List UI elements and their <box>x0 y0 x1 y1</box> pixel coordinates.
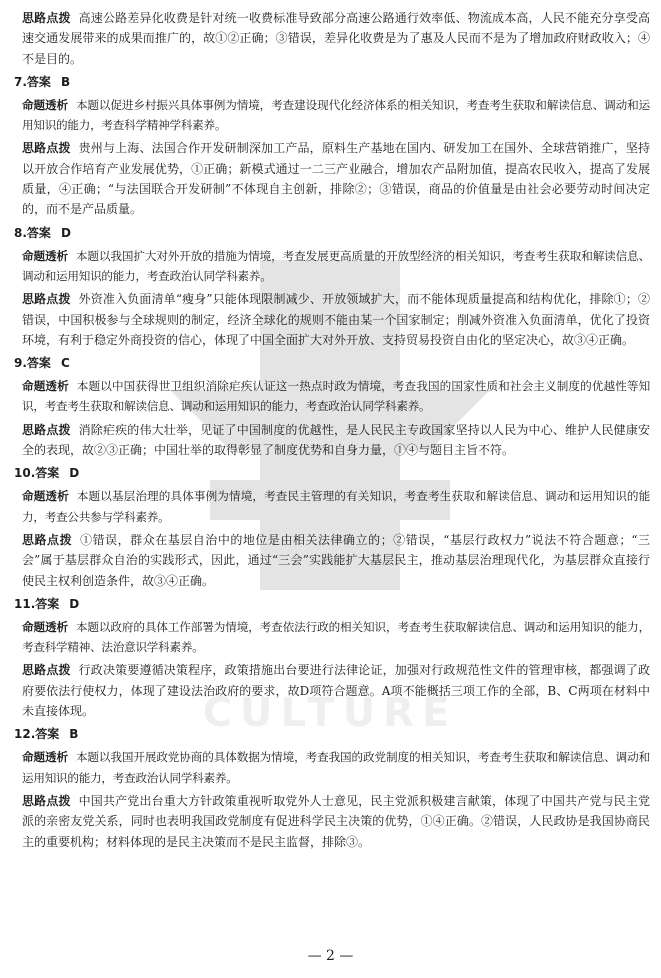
tips-label: 思路点拨 <box>22 793 71 808</box>
intent-text: 本题以中国获得世卫组织消除疟疾认证这一热点时政为情境，考查我国的国家性质和社会主义制度的优越性等知识，考查考生获取和解读信息、调动和运用知识的能力，考查政治认同学科素养。 <box>22 379 650 414</box>
answer-label: 答案 <box>26 74 51 89</box>
answer-label: 答案 <box>26 225 51 240</box>
tips-label: 思路点拨 <box>22 141 71 156</box>
intent-label: 命题透析 <box>22 379 69 394</box>
question-number: 12. <box>14 727 36 742</box>
question-number: 11. <box>14 596 36 611</box>
intent-text: 本题以政府的具体工作部署为情境，考查依法行政的相关知识，考查考生获取解读信息、调动和运用知识的能力，考查科学精神、法治意识学科素养。 <box>22 619 650 655</box>
tips-paragraph <box>14 289 650 350</box>
intent-text: 本题以我国扩大对外开放的措施为情境，考查发展更高质量的开放型经济的相关知识，考查考生获取和解读信息、调动和运用知识的能力，考查政治认同学科素养。 <box>22 248 650 283</box>
answer-label: 答案 <box>26 356 51 371</box>
intent-text: 本题以促进乡村振兴具体事例为情境，考查建设现代化经济体系的相关知识，考查考生获取和解读信息、调动和运用知识的能力，考查科学精神学科素养。 <box>22 97 650 133</box>
intent-paragraph <box>14 747 650 788</box>
tips-label: 思路点拨 <box>22 422 71 437</box>
intent-label: 命题透析 <box>22 248 68 263</box>
tips-text: 消除疟疾的伟大壮举，见证了中国制度的优越性，是人民民主专政国家坚持以人民为中心、维护人民健康安全的表现，故②③正确；中国壮举的取得彰显了制度优势和自身力量，①④与题目主旨不符。 <box>22 422 650 458</box>
tips-paragraph <box>14 791 650 852</box>
question-block <box>14 223 650 350</box>
tips-paragraph <box>14 530 650 591</box>
answer-value: B <box>69 727 79 742</box>
intent-paragraph <box>14 486 650 527</box>
tips-label: 思路点拨 <box>22 292 71 307</box>
answer-heading <box>14 724 650 744</box>
answer-heading <box>14 353 650 373</box>
answer-heading <box>14 72 650 92</box>
question-block <box>14 463 650 590</box>
intent-text: 本题以我国开展政党协商的具体数据为情境，考查我国的政党制度的相关知识，考查考生获取和解读信息、调动和运用知识的能力，考查政治认同学科素养。 <box>22 750 650 785</box>
answer-label: 答案 <box>35 596 60 611</box>
answer-heading <box>14 223 650 243</box>
tips-label: 思路点拨 <box>22 532 73 547</box>
question-block <box>14 594 650 721</box>
question-block <box>14 724 650 851</box>
tips-text: 外资准入负面清单“瘦身”只能体现限制减少、开放领域扩大，而不能体现质量提高和结构优化，排除①；②错误，中国积极参与全球规则的制定，经济全球化的规则不能由某一个国家制定；削减外资准入负面清单，优化了投资环境，有利于稳定外商投资的信心，体现了中国全面扩大对外开放、支持贸易投资自由化的坚定决心，故③④正确。 <box>22 292 650 347</box>
answer-value: C <box>60 356 70 371</box>
tips-label: 思路点拨 <box>22 663 71 678</box>
question-number: 10. <box>14 466 36 481</box>
answer-value: D <box>60 225 71 240</box>
tips-paragraph <box>14 660 650 721</box>
tips-text: 贵州与上海、法国合作开发研制深加工产品，原料生产基地在国内、研发加工在国外、全球营销推广，坚持以开放合作培育产业发展优势，①正确；新模式通过一二三产业融合，增加农产品附加值，提高农民收入，提高了发展质量，④正确；“与法国联合开发研制”不体现自主创新，排除②；③错误，商品的价值量是由社会必要劳动时间决定的，而不是产品质量。 <box>22 141 650 217</box>
page-number: — 2 — <box>307 948 354 964</box>
answer-label: 答案 <box>35 727 60 742</box>
answer-value: B <box>60 74 71 89</box>
intent-text: 本题以基层治理的具体事例为情境，考查民主管理的有关知识，考查考生获取和解读信息、调动和运用知识的能力，考查公共参与学科素养。 <box>22 489 650 524</box>
intent-label: 命题透析 <box>22 489 69 504</box>
intent-label: 命题透析 <box>22 97 68 112</box>
tips-label: 思路点拨 <box>22 11 71 25</box>
answer-heading <box>14 463 650 483</box>
tips-paragraph <box>14 138 650 219</box>
question-number: 7. <box>14 74 27 89</box>
intent-label: 命题透析 <box>22 750 68 765</box>
question-block <box>14 72 650 220</box>
answer-value: D <box>69 466 80 481</box>
question-number: 8. <box>14 225 27 240</box>
intent-paragraph <box>14 95 650 136</box>
intent-paragraph <box>14 376 650 417</box>
watermark-text: CULTURE <box>202 690 458 736</box>
question-number: 9. <box>14 356 27 371</box>
intent-label: 命题透析 <box>22 619 68 634</box>
tips-text: 高速公路差异化收费是针对统一收费标准导致部分高速公路通行效率低、物流成本高，人民不能充分享受高速交通发展带来的成果而推广的，故①②正确；③错误，差异化收费是为了惠及人民而不是为了增加政府财政收入；④不是目的。 <box>22 11 650 66</box>
answer-heading <box>14 594 650 614</box>
tips-text: 行政决策要遵循决策程序，政策措施出台要进行法律论证，加强对行政规范性文件的管理审核，都强调了政府要依法行使权力，体现了建设法治政府的要求，故D项符合题意。A项不能概括三项工作的全部，B、C两项在材料中未直接体现。 <box>22 663 650 719</box>
tips-text: ①错误，群众在基层自治中的地位是由相关法律确立的；②错误，“基层行政权力”说法不符合题意；“三会”属于基层群众自治的实践形式，因此，通过“三会”实践能扩大基层民主，推动基层治理现代化，为基层群众直接行使民主权利创造条件，故③④正确。 <box>22 532 650 588</box>
intent-paragraph <box>14 246 650 287</box>
intro-tips <box>14 8 650 69</box>
question-list <box>14 72 650 852</box>
question-block <box>14 353 650 460</box>
page-content <box>14 8 650 855</box>
tips-paragraph <box>14 420 650 461</box>
tips-text: 中国共产党出台重大方针政策重视听取党外人士意见，民主党派积极建言献策，体现了中国共产党与民主党派的亲密友党关系，同时也表明我国政党制度有促进科学民主决策的优势，①④正确。②错误，人民政协是我国协商民主的重要机构；材料体现的是民主决策而不是民主监督，排除③。 <box>22 793 650 849</box>
intent-paragraph <box>14 617 650 658</box>
answer-value: D <box>69 596 80 611</box>
answer-label: 答案 <box>35 466 60 481</box>
